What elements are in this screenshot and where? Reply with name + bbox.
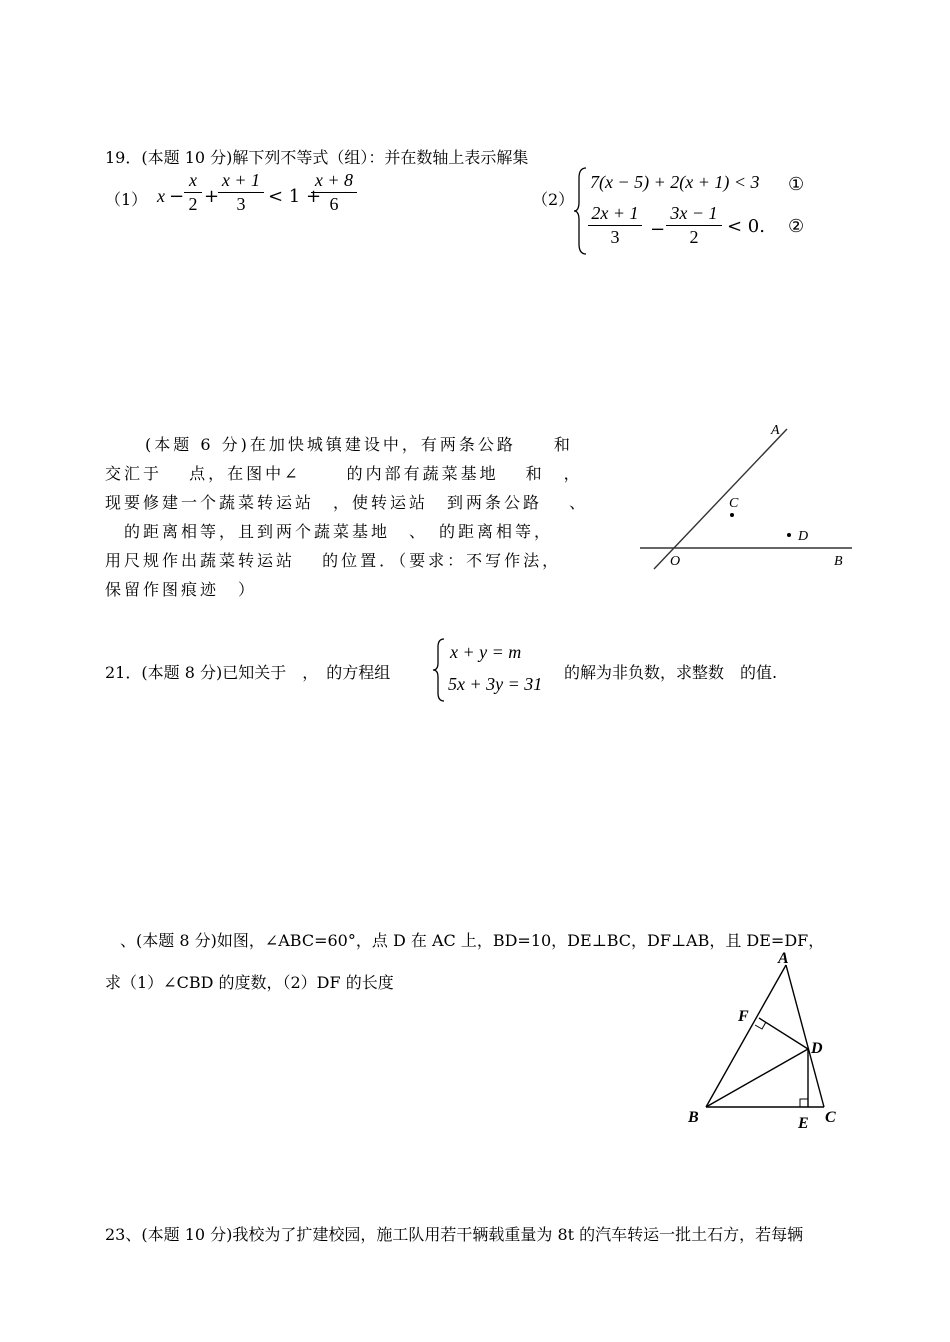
label-f: F (738, 1008, 749, 1025)
q20-line-6: 保留作图痕迹 ） (105, 580, 258, 599)
q19-part1-lt: < 1 + (268, 186, 322, 207)
right-angle-e (800, 1099, 808, 1107)
q19-eq2-minus: − (650, 219, 666, 240)
q19-part1-label: （1） (105, 190, 148, 209)
q22-figure (680, 945, 850, 1140)
label-o: O (670, 554, 681, 569)
q19-part1-plus: + (204, 186, 220, 207)
point-d (787, 533, 791, 537)
q19-eq2-fraction-2: 3x − 1 2 (666, 203, 722, 248)
q19-eq2-rhs: < 0. (727, 216, 765, 237)
q20-line-3: 现要修建一个蔬菜转运站 ，使转运站 到两条公路 、 (105, 493, 589, 512)
side-ac (786, 965, 824, 1107)
label-e: E (798, 1115, 809, 1132)
q19-eq2-fraction-1: 2x + 1 3 (588, 203, 642, 248)
q21-eq2: 5x + 3y = 31 (448, 674, 543, 694)
q20-line-4: 的距离相等，且到两个蔬菜基地 、 的距离相等， (105, 522, 554, 541)
label-d: D (798, 529, 809, 544)
q21-eq1: x + y = m (450, 642, 522, 662)
label-c: C (729, 496, 739, 511)
q19-heading: 19．(本题 10 分)解下列不等式（组）：并在数轴上表示解集 (105, 148, 529, 167)
q20-line-1: (本题 6 分)在加快城镇建设中，有两条公路 和 (145, 435, 573, 454)
q19-part1-x: x (157, 186, 165, 206)
q20-line-2: 交汇于 点，在图中∠ 的内部有蔬菜基地 和 ， (105, 464, 583, 483)
q19-system-brace (573, 166, 589, 256)
q21-system-brace (432, 637, 446, 703)
q19-eq2-mark: ② (788, 216, 805, 237)
label-a: A (778, 950, 789, 967)
q19-eq1-mark: ① (788, 174, 805, 195)
q19-part2-label: （2） (532, 190, 575, 209)
label-a: A (771, 423, 780, 438)
q21-prefix: 21．(本题 8 分)已知关于 ， 的方程组 (105, 663, 391, 682)
side-ab (706, 965, 786, 1107)
q19-eq1: 7(x − 5) + 2(x + 1) < 3 (590, 172, 760, 192)
q20-line-5: 用尺规作出蔬菜转运站 的位置．（要求：不写作法， (105, 551, 562, 570)
q19-fraction-2: x + 1 3 (218, 170, 264, 215)
q19-fraction-3: x + 8 6 (311, 170, 357, 215)
label-b: B (688, 1109, 699, 1126)
label-c: C (825, 1109, 836, 1126)
q19-fraction-1: x 2 (184, 170, 202, 215)
label-d: D (811, 1040, 823, 1057)
q22-line-1: 、(本题 8 分)如图，∠ABC=60°，点 D 在 AC 上，BD=10，DE⊥BC，DF⊥AB，且 DE=DF， (120, 931, 825, 950)
segment-df (759, 1018, 808, 1049)
q20-figure (630, 415, 860, 580)
q22-line-2: 求（1）∠CBD 的度数，（2）DF 的长度 (105, 973, 394, 992)
q21-suffix: 的解为非负数，求整数 的值. (564, 663, 778, 682)
segment-bd (706, 1049, 808, 1107)
point-c (730, 513, 734, 517)
q23-line-1: 23、(本题 10 分)我校为了扩建校园，施工队用若干辆载重量为 8t 的汽车转运一批土石方，若每辆 (105, 1225, 804, 1244)
label-b: B (834, 554, 843, 569)
right-angle-f (755, 1022, 766, 1029)
q19-part1-minus: − (169, 186, 185, 207)
